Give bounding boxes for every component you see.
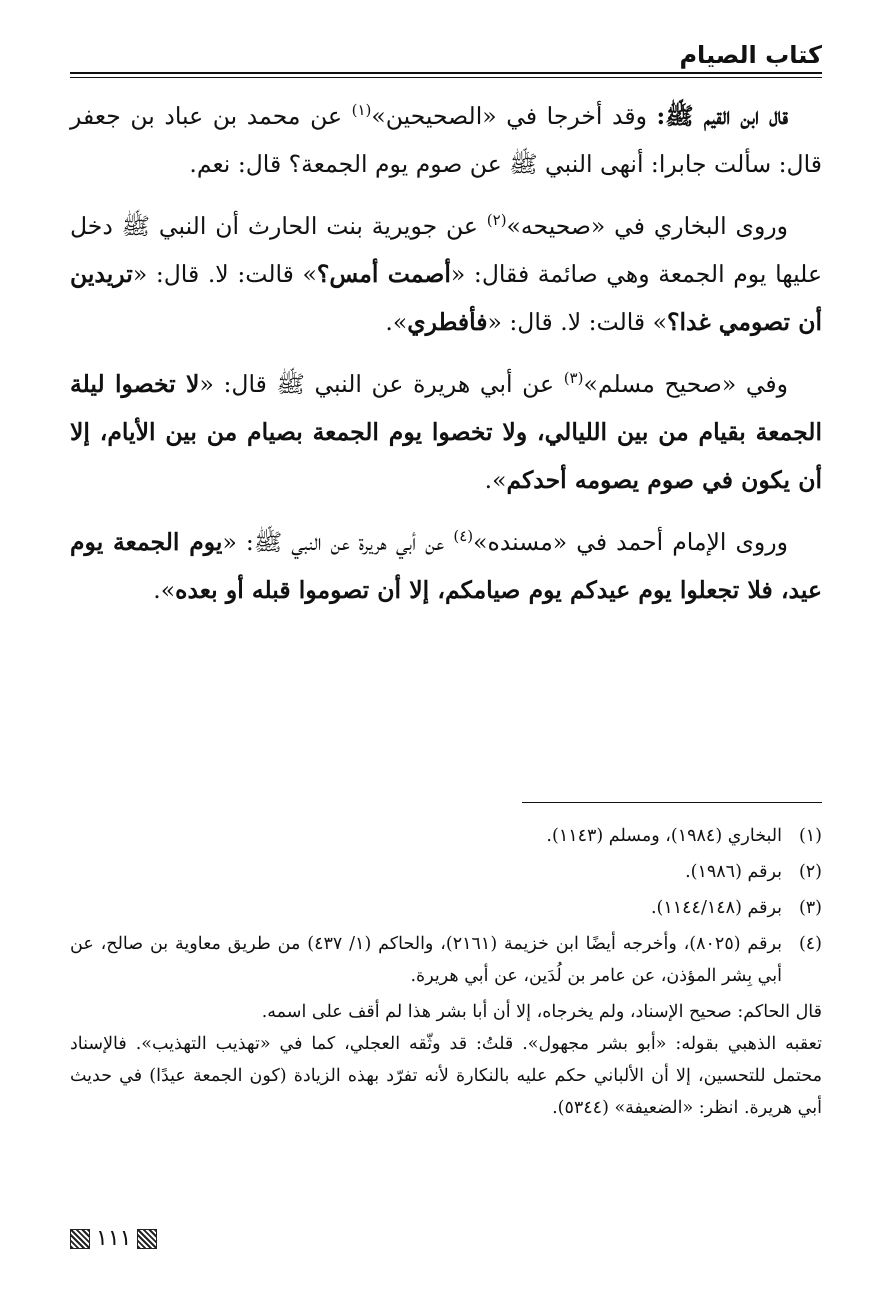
footnote-ref-3[interactable]: (٣) [563,369,584,388]
footnote-divider [522,802,822,803]
footnote-ref-1[interactable]: (١) [351,101,372,120]
main-text [70,92,822,628]
hadith-quote: تريدين أن تصومي غدا؟ [70,260,822,336]
hadith-quote: يوم الجمعة يوم عيد، فلا تجعلوا يوم عيدكم يوم صيامكم، إلا أن تصوموا قبله أو بعده [70,528,822,604]
ornament-icon [137,1229,157,1249]
footnote-4-continuation: قال الحاكم: صحيح الإسناد، ولم يخرجاه، إلا أن أبا بشر هذا لم أقف على اسمه. [261,1002,822,1022]
page-number [70,1226,157,1251]
hadith-quote: أصمت أمس؟ [316,260,451,288]
paragraph-1: قال ابن القيم ﷺ: وقد أخرجا في «الصحيحين»$^{(١)}$ عن محمد بن عباد بن جعفر قال: سألت جابرا: أنهى النبي ﷺ عن صوم يوم الجمعة؟ قال: نعم. [70,101,822,178]
footnote-ref-2[interactable]: (٢) [486,211,507,230]
paragraph-2: وروى البخاري في «صحيحه»$^{(٢)}$ عن جويرية بنت الحارث أن النبي ﷺ دخل عليها يوم الجمعة وهي صائمة فقال: «أصمت أمس؟» قالت: لا. قال: «تريدين أن تصومي غدا؟» قالت: لا. قال: «فأفطري». [70,211,822,336]
book-page [70,0,822,1290]
ornament-icon [70,1229,90,1249]
header-title: كتاب الصيام [679,41,822,69]
footnote-number: (٤) [798,934,822,954]
footnote-number: (٢) [798,862,822,882]
hadith-quote: فأفطري [407,308,488,336]
footnote-number: (٣) [798,898,822,918]
footnote-1 [70,820,822,852]
footnote-text: برقم (٨٠٢٥)، وأخرجه أيضًا ابن خزيمة (٢١٦١)، والحاكم (١/ ٤٣٧) من طريق معاوية بن صالح، عن أبي بِشر المؤذن، عن عامر بن لُدَين، عن أبي هريرة. [70,934,782,986]
footnote-3 [70,892,822,924]
page-number-value: ١١١ [96,1226,132,1251]
footnote-text: البخاري (١٩٨٤)، ومسلم (١١٤٣). [546,826,782,846]
header-rule-thin [70,77,822,78]
footnote-number: (١) [798,826,822,846]
footnote-text: برقم (١١٤٤/١٤٨). [650,898,782,918]
paragraph-3: وفي «صحيح مسلم»$^{(٣)}$ عن أبي هريرة عن النبي ﷺ قال: «لا تخصوا ليلة الجمعة بقيام من بين الليالي، ولا تخصوا يوم الجمعة بصيام من بين الأيام، إلا أن يكون في صوم يصومه أحدكم». [70,369,822,494]
paragraph-4: وروى الإمام أحمد في «مسنده»$^{(٤)}$ عن أبي هريرة عن النبي ﷺ: «يوم الجمعة يوم عيد، فلا تجعلوا يوم عيدكم يوم صيامكم، إلا أن تصوموا قبله أو بعده». [70,527,822,604]
footnote-text: برقم (١٩٨٦). [685,862,782,882]
footnotes [70,820,822,1124]
speaker-label: قال ابن القيم ﷺ: [656,102,789,130]
hadith-quote: لا تخصوا ليلة الجمعة بقيام من بين الليالي، ولا تخصوا يوم الجمعة بصيام من بين الأيام، إلا أن يكون في صوم يصومه أحدكم [70,370,822,494]
header-rule [70,72,822,74]
footnote-2 [70,856,822,888]
footnote-ref-4[interactable]: (٤) [453,527,474,546]
footnote-4 [70,928,822,992]
running-header [70,40,822,80]
footnote-4-continuation: تعقبه الذهبي بقوله: «أبو بشر مجهول». قلتُ: قد وثّقه العجلي، كما في «تهذيب التهذيب». فالإسناد محتمل للتحسين، إلا أن الألباني حكم عليه بالنكارة لأنه تفرّد بهذه الزيادة (كون الجمعة عيدًا) في حديث أبي هريرة. انظر: «الضعيفة» (٥٣٤٤). [70,1034,822,1118]
